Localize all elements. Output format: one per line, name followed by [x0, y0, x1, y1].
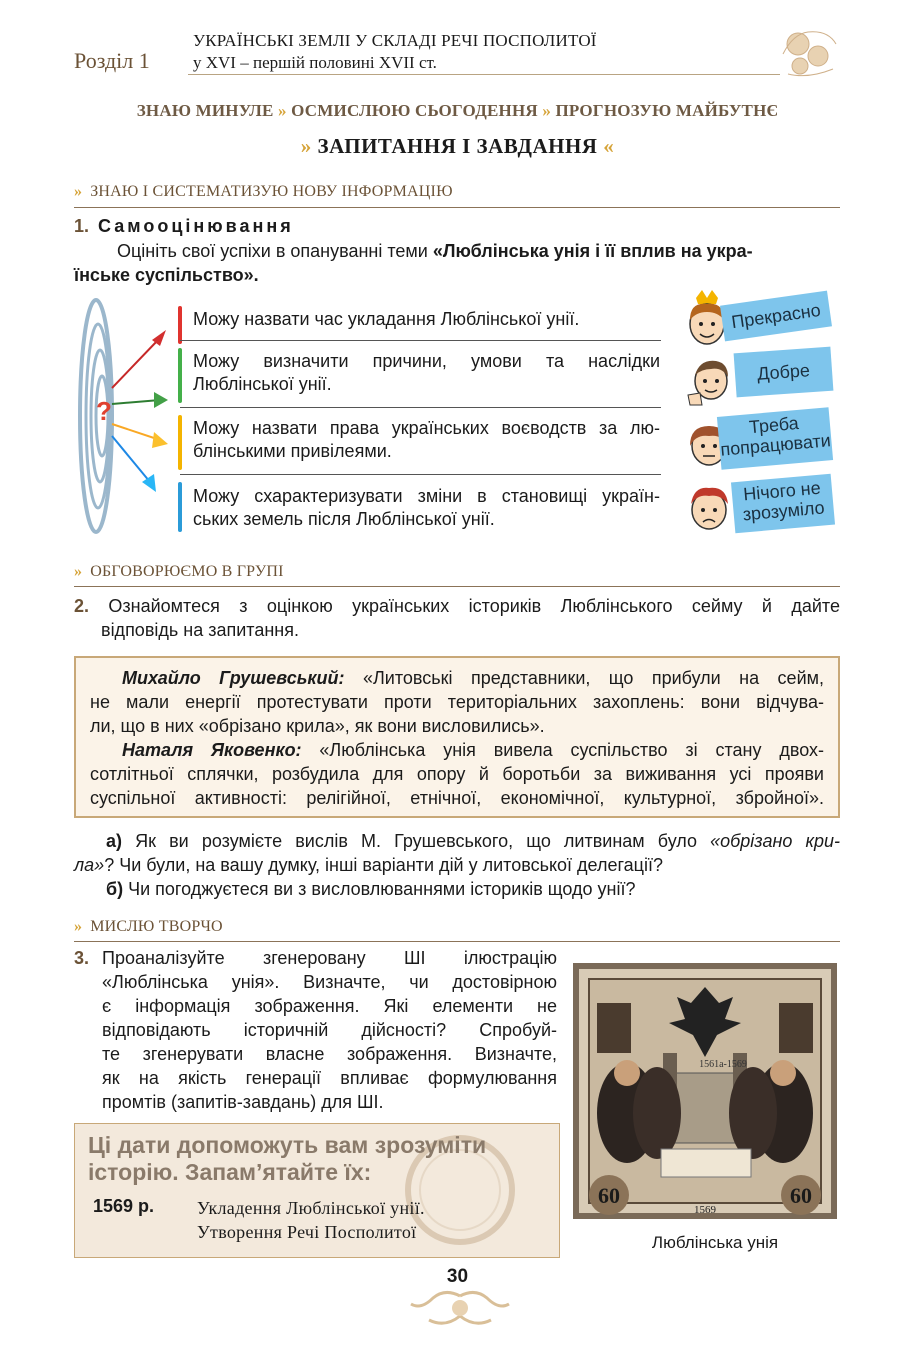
- illustration-caption: Люблінська унія: [651, 1233, 779, 1252]
- task-2-text: 2. Ознайомтеся з оцінкою українських істориків Люблінського сейму й дайте відповідь на запитання.: [74, 596, 840, 640]
- chevron-icon: »: [74, 918, 83, 935]
- chapter-title: УКРАЇНСЬКІ ЗЕМЛІ У СКЛАДІ РЕЧІ ПОСПОЛИТОЇ: [193, 31, 597, 50]
- illustration-years: 1561a-1569: [699, 1059, 747, 1070]
- task-1-intro-b: їнське суспільство».: [74, 265, 259, 285]
- stamp-value-left: 60: [598, 1183, 620, 1208]
- item-divider: [180, 407, 661, 408]
- key-date-year: 1569 р.: [93, 1196, 155, 1216]
- key-date-event: Укладення Люблінської унії. Утворення Речі Посполитої: [197, 1198, 425, 1242]
- key-dates-box: [74, 1123, 560, 1258]
- chapter-subtitle: у XVI – першій половині XVII ст.: [193, 53, 437, 72]
- rating-not-understood: Нічого не зрозуміло: [731, 474, 835, 534]
- section-heading-3: » МИСЛЮ ТВОРЧО: [74, 918, 223, 935]
- assessment-item: Можу назвати час укладання Люблінської унії.: [193, 309, 580, 329]
- floral-ornament-icon: [778, 24, 840, 82]
- rating-needs-work: Треба попрацювати: [717, 407, 833, 470]
- task-2-questions: а) Як ви розумієте вислів М. Грушевського, що литвинам було «обрізано кри- ла»? Чи були, на вашу думку, інші варіанти дій у литовської делегації? б) Чи погоджуєтеся ви з висловлюваннями істориків щодо унії?: [74, 831, 841, 899]
- header-divider: [188, 74, 780, 75]
- stamp-value-right: 60: [790, 1183, 812, 1208]
- page-title: » ЗАПИТАННЯ І ЗАВДАННЯ «: [300, 134, 615, 158]
- tagline: ЗНАЮ МИНУЛЕ » ОСМИСЛЮЮ СЬОГОДЕННЯ » ПРОГНОЗУЮ МАЙБУТНЄ: [136, 101, 779, 120]
- chevron-icon: »: [74, 563, 83, 580]
- stamp-bottom-year: 1569: [694, 1204, 716, 1216]
- quote-box: Михайло Грушевський: «Литовські представники, що прибули на сейм, не мали енергії протестувати проти територіальних захоплень: вони відчува- ли, що в них «обрізано крила», як вони висловились». Наталя Яковенко: «Люблінська унія вивела суспільство зі стану двох- сотлітньої сплячки, розбудила для опору й боротьби за виживання усі прояви суспільної активності: релігійної, етнічної, економічної, культурної, збройної».: [74, 656, 840, 818]
- section-divider: [74, 586, 840, 587]
- assessment-item: Можу схарактеризувати зміни в становищі україн- ських земель після Люблінської унії.: [193, 486, 660, 529]
- rating-excellent: Прекрасно: [720, 291, 832, 342]
- section-label: Розділ 1: [74, 48, 150, 73]
- item-divider: [180, 474, 661, 475]
- section-heading-1: » ЗНАЮ І СИСТЕМАТИЗУЮ НОВУ ІНФОРМАЦІЮ: [74, 183, 453, 200]
- assessment-item: Можу визначити причини, умови та наслідки Люблінської унії.: [193, 351, 660, 394]
- task-1-heading: 1. Самооцінювання: [74, 216, 294, 236]
- rating-good: Добре: [734, 347, 834, 398]
- face-not-understood-icon: [684, 480, 734, 536]
- lublin-union-illustration: [573, 963, 837, 1219]
- bottom-ornament-icon: [405, 1286, 515, 1332]
- key-dates-heading: Ці дати допоможуть вам зрозуміти історію. Запам’ятайте їх:: [88, 1132, 487, 1185]
- section-divider: [74, 207, 840, 208]
- target-graphic: [76, 296, 172, 536]
- task-3-text: 3. Проаналізуйте згенеровану ШІ ілюстрацію «Люблінська унія». Визначте, чи достовірною є інформація зображення. Які елементи не відповідають історичній дійсності? Спробуй- те згенерувати власне зображення. Визначте, як на якість генерації впливає формулювання промтів (запитів-завдань) для ШІ.: [74, 948, 557, 1112]
- task-1-intro-a: Оцініть свої успіхи в опануванні теми «Люблінська унія і її вплив на укра-: [117, 241, 753, 261]
- section-heading-2: » ОБГОВОРЮЄМО В ГРУПІ: [74, 563, 284, 580]
- page-number: 30: [446, 1266, 469, 1287]
- item-divider: [180, 340, 661, 341]
- chevron-icon: »: [74, 183, 83, 200]
- face-good-icon: [686, 355, 736, 409]
- question-mark-icon: ?: [96, 396, 112, 426]
- section-divider: [74, 941, 840, 942]
- assessment-item: Можу назвати права українських воєводств за лю- блінськими привілеями.: [193, 418, 660, 461]
